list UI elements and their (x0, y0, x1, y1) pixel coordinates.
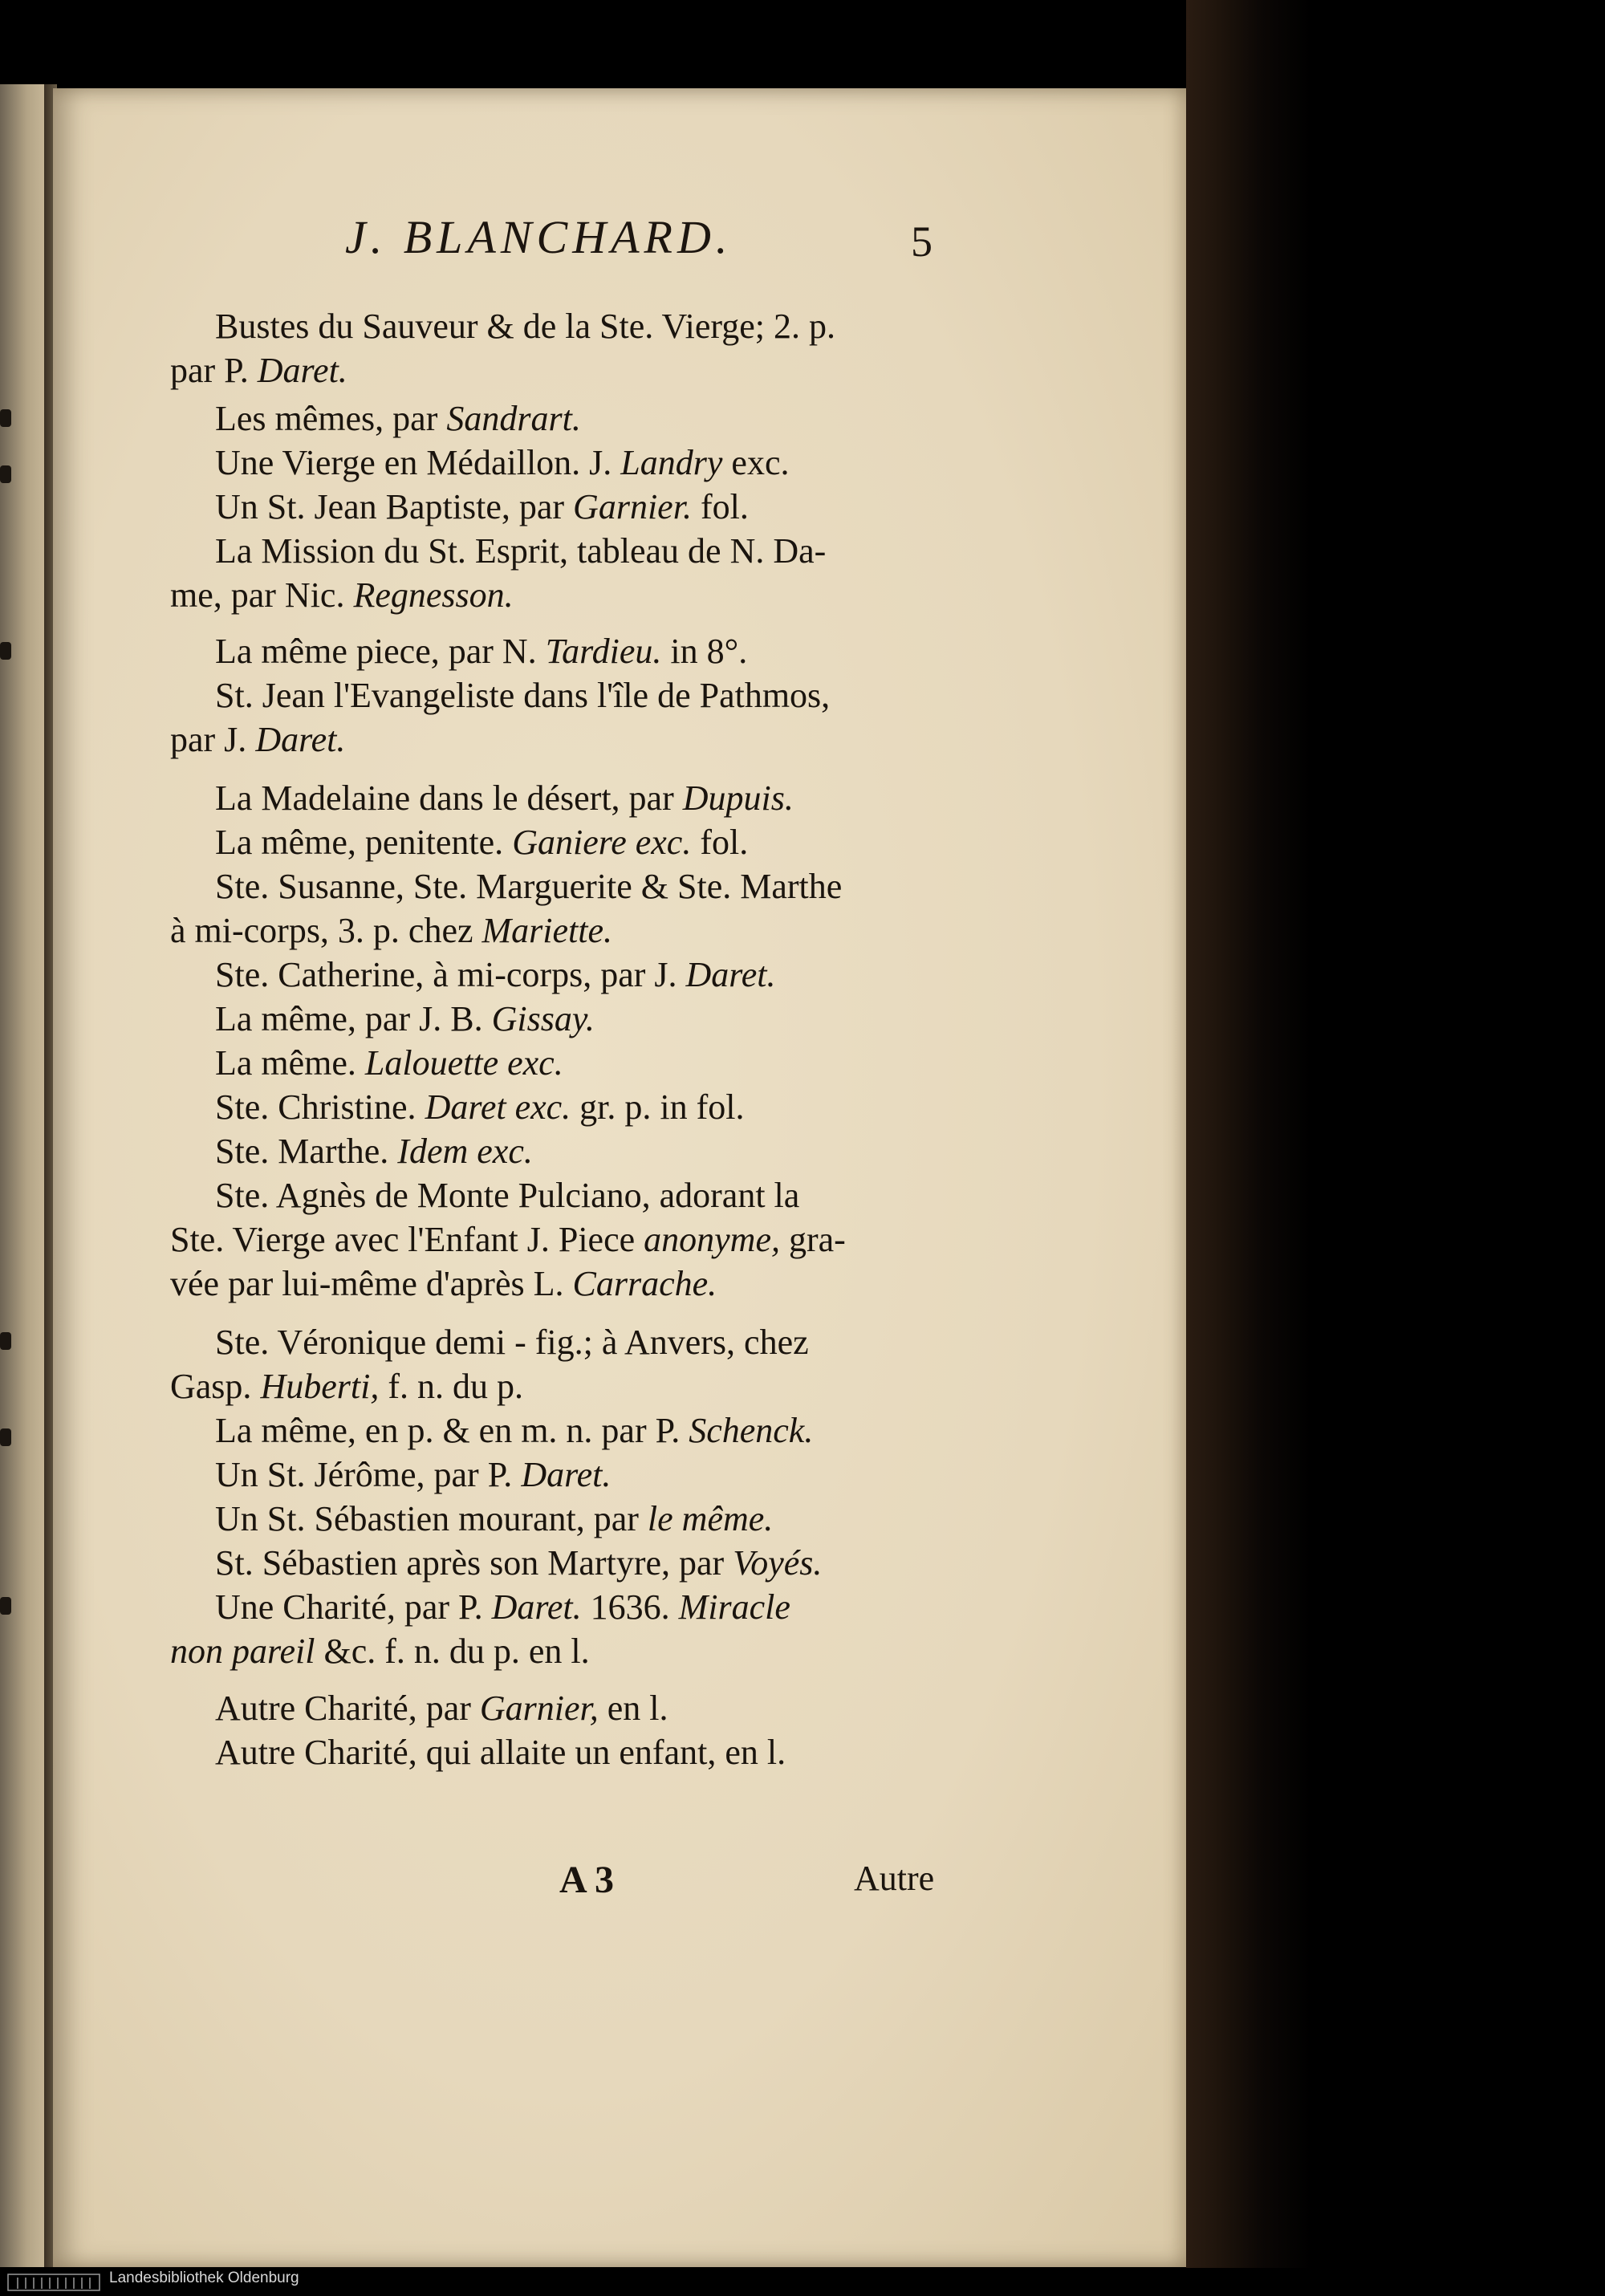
catchword: Autre (854, 1859, 935, 1898)
entry-text: 1636. (581, 1587, 679, 1627)
entry-text: par J. (170, 720, 256, 759)
entry-italic-text: Daret. (685, 955, 776, 994)
entry-italic-text: Dupuis. (682, 778, 794, 818)
entry-line (215, 530, 826, 573)
entry-line (215, 1321, 809, 1364)
signature-mark: A 3 (559, 1859, 615, 1901)
entry-text: Un St. Jean Baptiste, par (215, 487, 574, 526)
entry-text: La même, penitente. (215, 823, 513, 862)
entry-text: La même piece, par N. (215, 632, 546, 671)
entry-italic-text: Voyés. (733, 1543, 823, 1583)
entry-line (215, 1086, 745, 1129)
entry-text: Les mêmes, par (215, 399, 447, 438)
book-binding (1186, 0, 1605, 2296)
entry-text: f. n. du p. (379, 1367, 523, 1406)
entry-text: Ste. Catherine, à mi-corps, par J. (215, 955, 686, 994)
entry-text: en l. (598, 1688, 668, 1728)
entry-line (170, 349, 347, 392)
entry-italic-text: Sandrart. (446, 399, 581, 438)
entry-text: Gasp. (170, 1367, 261, 1406)
entry-italic-text: Daret. (521, 1455, 612, 1494)
entry-line (170, 1365, 523, 1408)
entry-text: fol. (691, 823, 749, 862)
entry-italic-text: Miracle (678, 1587, 790, 1627)
entry-italic-text: Garnier, (479, 1688, 599, 1728)
entry-text: fol. (691, 487, 749, 526)
entry-line (215, 821, 748, 864)
entry-italic-text: Daret. (491, 1587, 582, 1627)
entry-italic-text: Tardieu. (545, 632, 662, 671)
entry-line (170, 718, 345, 762)
entry-text: Une Vierge en Médaillon. J. (215, 443, 621, 482)
entry-text: &c. f. n. du p. en l. (315, 1632, 590, 1671)
entry-text: La même. (215, 1043, 365, 1083)
entry-line (215, 630, 747, 673)
entry-italic-text: le même. (647, 1499, 774, 1538)
library-building-icon (6, 2271, 101, 2292)
entry-text: Un St. Sébastien mourant, par (215, 1499, 648, 1538)
entry-text: vée par lui-même d'après L. (170, 1264, 573, 1303)
entry-text: St. Sébastien après son Martyre, par (215, 1543, 733, 1583)
entry-line (215, 1453, 611, 1497)
entry-text: Un St. Jérôme, par P. (215, 1455, 522, 1494)
entry-text: La même, par J. B. (215, 999, 492, 1038)
entry-italic-text: Ganiere exc. (512, 823, 692, 862)
entry-italic-text: Idem exc. (397, 1132, 533, 1171)
entry-text: Ste. Marthe. (215, 1132, 398, 1171)
library-name: Landesbibliothek Oldenburg (109, 2270, 299, 2286)
entry-line (215, 1174, 799, 1217)
entry-text: Autre Charité, qui allaite un enfant, en l. (215, 1733, 786, 1772)
entry-text: Ste. Christine. (215, 1087, 425, 1127)
entry-italic-text: anonyme, (644, 1220, 780, 1259)
entry-line (215, 1130, 533, 1173)
entry-line (215, 397, 581, 441)
entry-italic-text: Daret. (255, 720, 346, 759)
entry-line (215, 953, 776, 997)
entry-line (170, 1262, 717, 1306)
entry-line (170, 1630, 590, 1673)
entry-italic-text: Lalouette exc. (364, 1043, 563, 1083)
entry-italic-text: Regnesson. (353, 575, 514, 615)
entry-line (215, 1731, 786, 1774)
entry-italic-text: Gissay. (491, 999, 595, 1038)
entry-text: Ste. Vierge avec l'Enfant J. Piece (170, 1220, 644, 1259)
entry-line (170, 1218, 846, 1262)
entry-text: gr. p. in fol. (571, 1087, 745, 1127)
entry-text: par P. (170, 351, 258, 390)
entry-text: exc. (722, 443, 790, 482)
entry-line (215, 1586, 790, 1629)
entry-line (215, 777, 794, 820)
entry-line (215, 1409, 813, 1453)
entry-text: La Madelaine dans le désert, par (215, 778, 683, 818)
entry-text: in 8°. (661, 632, 748, 671)
entry-line (215, 998, 595, 1041)
entry-line (215, 305, 835, 348)
entry-text: Autre Charité, par (215, 1688, 480, 1728)
entry-line (215, 486, 749, 529)
entry-italic-text: Daret exc. (425, 1087, 571, 1127)
entry-text: Bustes du Sauveur & de la Ste. Vierge; 2. p. (215, 307, 835, 346)
entry-italic-text: non pareil (170, 1632, 315, 1671)
entry-line (215, 441, 789, 485)
entry-text: La même, en p. & en m. n. par P. (215, 1411, 689, 1450)
entry-line (215, 1497, 773, 1541)
entry-italic-text: Landry (620, 443, 723, 482)
entry-line (215, 1042, 563, 1085)
entry-italic-text: Mariette. (482, 911, 613, 950)
entry-text: La Mission du St. Esprit, tableau de N. Da- (215, 531, 827, 571)
entry-line (215, 674, 830, 717)
entry-italic-text: Daret. (257, 351, 347, 390)
entry-text: Une Charité, par P. (215, 1587, 492, 1627)
entry-text: Ste. Agnès de Monte Pulciano, adorant la (215, 1176, 800, 1215)
entry-line (170, 574, 514, 617)
entry-line (215, 1542, 822, 1585)
page-number: 5 (911, 217, 933, 266)
entry-text: à mi-corps, 3. p. chez (170, 911, 482, 950)
entry-italic-text: Huberti, (260, 1367, 380, 1406)
entry-text: St. Jean l'Evangeliste dans l'île de Pathmos, (215, 676, 831, 715)
entry-italic-text: Carrache. (572, 1264, 717, 1303)
entry-text: Ste. Susanne, Ste. Marguerite & Ste. Marthe (215, 867, 843, 906)
entry-italic-text: Schenck. (689, 1411, 814, 1450)
entry-line (215, 1687, 668, 1730)
entry-text: Ste. Véronique demi - fig.; à Anvers, chez (215, 1323, 809, 1362)
entry-italic-text: Garnier. (573, 487, 692, 526)
entry-text: me, par Nic. (170, 575, 354, 615)
entry-line (170, 909, 612, 953)
entry-line (215, 865, 842, 908)
entry-text: gra- (779, 1220, 846, 1259)
running-head: J. BLANCHARD. (345, 211, 733, 263)
